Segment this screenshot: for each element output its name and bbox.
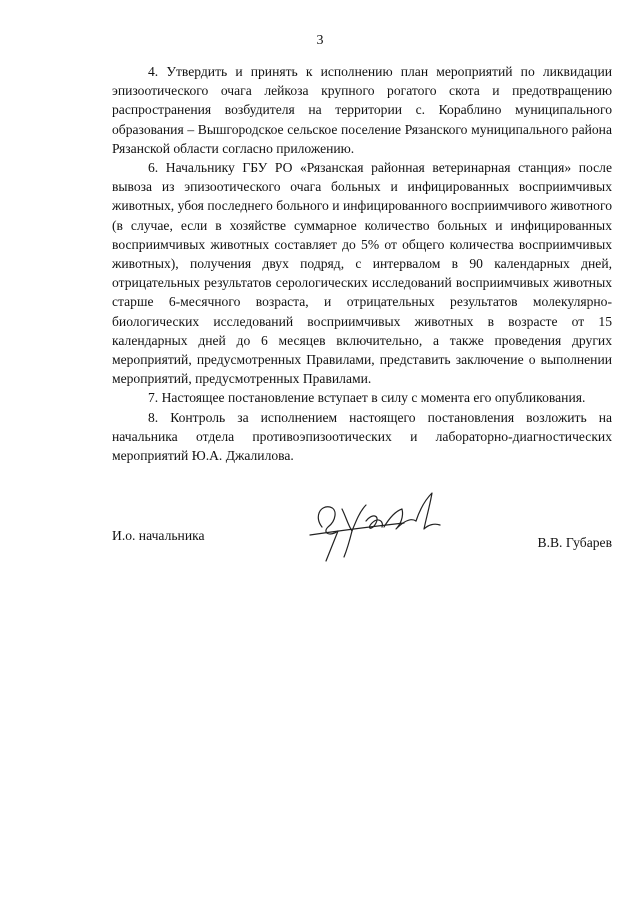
document-body — [112, 62, 612, 465]
paragraph-6: 6. Начальнику ГБУ РО «Рязанская районная ветеринарная станция» после вывоза из эпизоотического очага больных и инфицированных восприимчивых животных, убоя последнего больного и инфицированного восприимчивого животного (в случае, если в хозяйстве суммарное количество больных и инфицированных восприимчивых животных составляет до 5% от общего количества восприимчивых животных), получения двух подряд, с интервалом в 90 календарных дней, отрицательных результатов серологических исследований восприимчивых животных старше 6-месячного возраста, и отрицательных результатов молекулярно-биологических исследований восприимчивых животных в возрасте от 15 календарных дней до 6 месяцев включительно, а также проведения других мероприятий, предусмотренных Правилами, представить заключение о выполнении мероприятий, предусмотренных Правилами. — [112, 160, 612, 387]
paragraph-7: 7. Настоящее постановление вступает в силу с момента его опубликования. — [148, 390, 586, 406]
signatory-title: И.о. начальника — [112, 528, 205, 543]
paragraph-8: 8. Контроль за исполнением настоящего постановления возложить на начальника отдела противоэпизоотических и лабораторно-диагностических мероприятий Ю.А. Джалилова. — [112, 409, 612, 464]
paragraph-4: 4. Утвердить и принять к исполнению план мероприятий по ликвидации эпизоотического очага лейкоза крупного рогатого скота и предотвращению распространения возбудителя на территории с. Кораблино муниципального образования – Вышгородское сельское поселение Рязанского муниципального района Рязанской области согласно приложению. — [112, 64, 612, 156]
signatory-name: В.В. Губарев — [537, 535, 612, 550]
handwritten-signature — [308, 487, 458, 567]
page-number: 3 — [316, 33, 324, 48]
